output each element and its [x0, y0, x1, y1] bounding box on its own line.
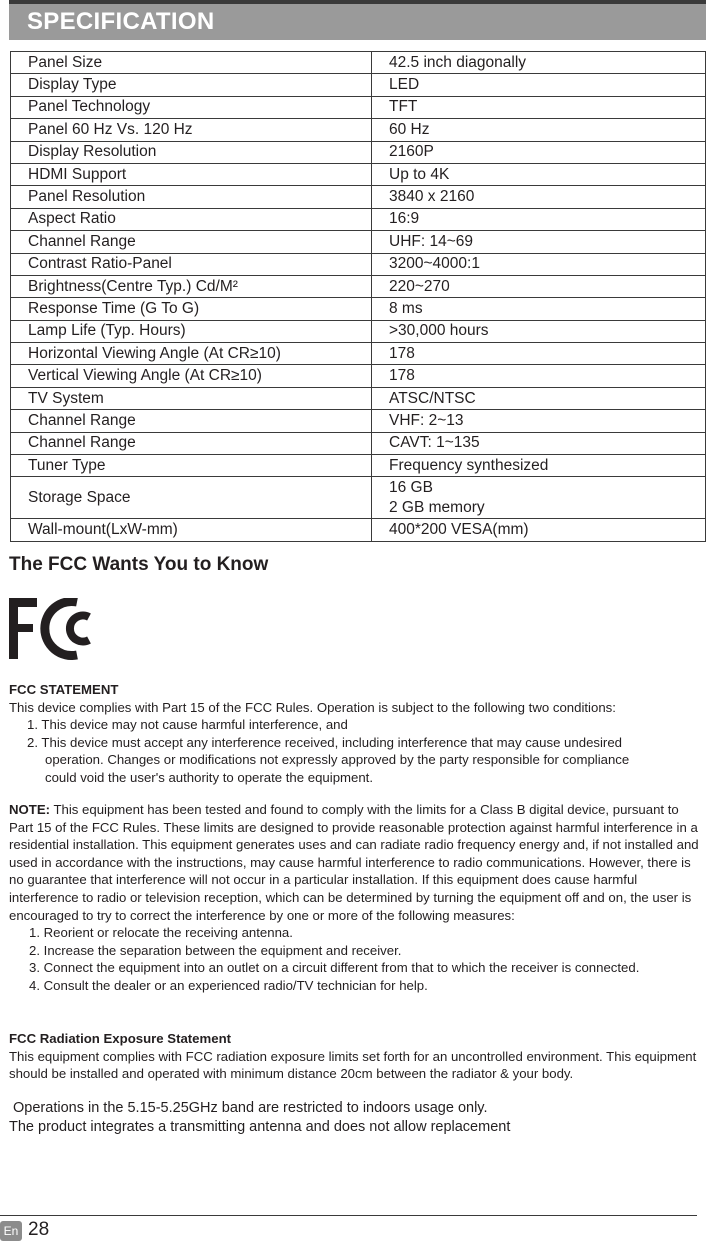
- spec-row: [11, 52, 706, 74]
- spec-label: Brightness(Centre Typ.) Cd/M²: [11, 275, 372, 297]
- spec-row: [11, 432, 706, 454]
- condition-2-cont-1: operation. Changes or modifications not expressly approved by the party responsible for compliance: [45, 752, 630, 768]
- spec-label: Storage Space: [11, 477, 372, 519]
- spec-value: >30,000 hours: [372, 320, 706, 342]
- radiation-section: [9, 1030, 706, 1083]
- spec-label: Panel Size: [11, 52, 372, 74]
- spec-table: [10, 51, 706, 542]
- condition-2-cont-2: could void the user's authority to operate the equipment.: [45, 769, 374, 785]
- spec-row: [11, 96, 706, 118]
- spec-row: [11, 387, 706, 409]
- spec-value: Up to 4K: [372, 163, 706, 185]
- spec-value: 3840 x 2160: [372, 186, 706, 208]
- storage-value-line-2: 2 GB memory: [389, 498, 485, 516]
- page-number: 28: [28, 1219, 50, 1240]
- spec-label: Channel Range: [11, 410, 372, 432]
- condition-1: 1. This device may not cause harmful interference, and: [27, 717, 348, 733]
- spec-value: 8 ms: [372, 298, 706, 320]
- spec-label: Contrast Ratio-Panel: [11, 253, 372, 275]
- spec-row: [11, 455, 706, 477]
- spec-label: Display Resolution: [11, 141, 372, 163]
- storage-value-line-1: 16 GB: [389, 478, 433, 496]
- fcc-statement-heading: FCC STATEMENT: [9, 682, 119, 697]
- spec-row: [11, 163, 706, 185]
- measure-2: 2. Increase the separation between the equipment and receiver.: [29, 942, 402, 958]
- spec-label: Horizontal Viewing Angle (At CR≥10): [11, 343, 372, 365]
- spec-label: Aspect Ratio: [11, 208, 372, 230]
- spec-row: [11, 186, 706, 208]
- spec-value: ATSC/NTSC: [372, 387, 706, 409]
- spec-value: 60 Hz: [372, 119, 706, 141]
- spec-value: 42.5 inch diagonally: [372, 52, 706, 74]
- spec-row: [11, 320, 706, 342]
- spec-value: UHF: 14~69: [372, 231, 706, 253]
- spec-value: VHF: 2~13: [372, 410, 706, 432]
- spec-label: Wall-mount(LxW-mm): [11, 519, 372, 541]
- spec-label: Panel Resolution: [11, 186, 372, 208]
- note-text: This equipment has been tested and found to comply with the limits for a Class B digital device, pursuant to Part 15 of the FCC Rules. These limits are designed to provide reasonable protection against harmful interference in a residential installation. This equipment generates uses and can radiate radio frequency energy and, if not installed and used in accordance with the instructions, may cause harmful interference to radio communications. However, there is no guarantee that interference will not occur in a particular installation. If this equipment does cause harmful interference to radio or television reception, which can be determined by turning the equipment off and on, the user is encouraged to try to correct the interference by one or more of the following measures:: [9, 802, 699, 923]
- spec-value: [372, 477, 706, 519]
- spec-value: 178: [372, 343, 706, 365]
- fcc-statement-section: [9, 681, 706, 787]
- spec-label: Channel Range: [11, 231, 372, 253]
- fcc-title: The FCC Wants You to Know: [9, 554, 269, 575]
- measure-1: 1. Reorient or relocate the receiving antenna.: [29, 925, 293, 941]
- spec-row: [11, 253, 706, 275]
- language-badge: En: [0, 1221, 22, 1241]
- spec-value: 220~270: [372, 275, 706, 297]
- spec-row: [11, 410, 706, 432]
- spec-value: CAVT: 1~135: [372, 432, 706, 454]
- spec-value: 178: [372, 365, 706, 387]
- spec-row: [11, 298, 706, 320]
- spec-value: 3200~4000:1: [372, 253, 706, 275]
- section-header-bar: [9, 4, 706, 40]
- spec-row: [11, 275, 706, 297]
- spec-label: Panel Technology: [11, 96, 372, 118]
- spec-row-storage: [11, 477, 706, 519]
- spec-row: [11, 119, 706, 141]
- radiation-text: This equipment complies with FCC radiation exposure limits set forth for an uncontrolled environment. This equipment should be installed and operated with minimum distance 20cm between the radiator & your body.: [9, 1048, 697, 1082]
- spec-row: [11, 141, 706, 163]
- spec-label: Panel 60 Hz Vs. 120 Hz: [11, 119, 372, 141]
- spec-value: TFT: [372, 96, 706, 118]
- spec-row-wall-mount: [11, 519, 706, 541]
- condition-2: 2. This device must accept any interference received, including interference that may cause undesired: [27, 734, 622, 750]
- spec-label: Display Type: [11, 74, 372, 96]
- spec-label: Response Time (G To G): [11, 298, 372, 320]
- band-notice: [9, 1099, 706, 1137]
- spec-label: Tuner Type: [11, 455, 372, 477]
- spec-label: Lamp Life (Typ. Hours): [11, 320, 372, 342]
- note-section: [9, 801, 706, 995]
- note-paragraph: [9, 801, 706, 924]
- footer-rule: [0, 1215, 697, 1216]
- radiation-heading: FCC Radiation Exposure Statement: [9, 1031, 232, 1046]
- spec-value: 16:9: [372, 208, 706, 230]
- spec-value: Frequency synthesized: [372, 455, 706, 477]
- spec-row: [11, 231, 706, 253]
- spec-row: [11, 74, 706, 96]
- section-title: SPECIFICATION: [27, 8, 215, 35]
- spec-label: Channel Range: [11, 432, 372, 454]
- note-label: NOTE:: [9, 802, 51, 817]
- spec-value: LED: [372, 74, 706, 96]
- spec-value: 400*200 VESA(mm): [372, 519, 706, 541]
- measure-3: 3. Connect the equipment into an outlet on a circuit different from that to which the receiver is connected.: [29, 960, 640, 976]
- spec-row: [11, 208, 706, 230]
- ops-line: Operations in the 5.15-5.25GHz band are restricted to indoors usage only.: [9, 1100, 488, 1116]
- spec-row: [11, 343, 706, 365]
- spec-row: [11, 365, 706, 387]
- spec-label: TV System: [11, 387, 372, 409]
- measure-4: 4. Consult the dealer or an experienced radio/TV technician for help.: [29, 977, 428, 993]
- fcc-logo: [9, 598, 93, 660]
- spec-label: Vertical Viewing Angle (At CR≥10): [11, 365, 372, 387]
- spec-value: 2160P: [372, 141, 706, 163]
- antenna-line: The product integrates a transmitting antenna and does not allow replacement: [9, 1119, 511, 1135]
- spec-label: HDMI Support: [11, 163, 372, 185]
- fcc-statement-intro: This device complies with Part 15 of the FCC Rules. Operation is subject to the following two conditions:: [9, 699, 616, 715]
